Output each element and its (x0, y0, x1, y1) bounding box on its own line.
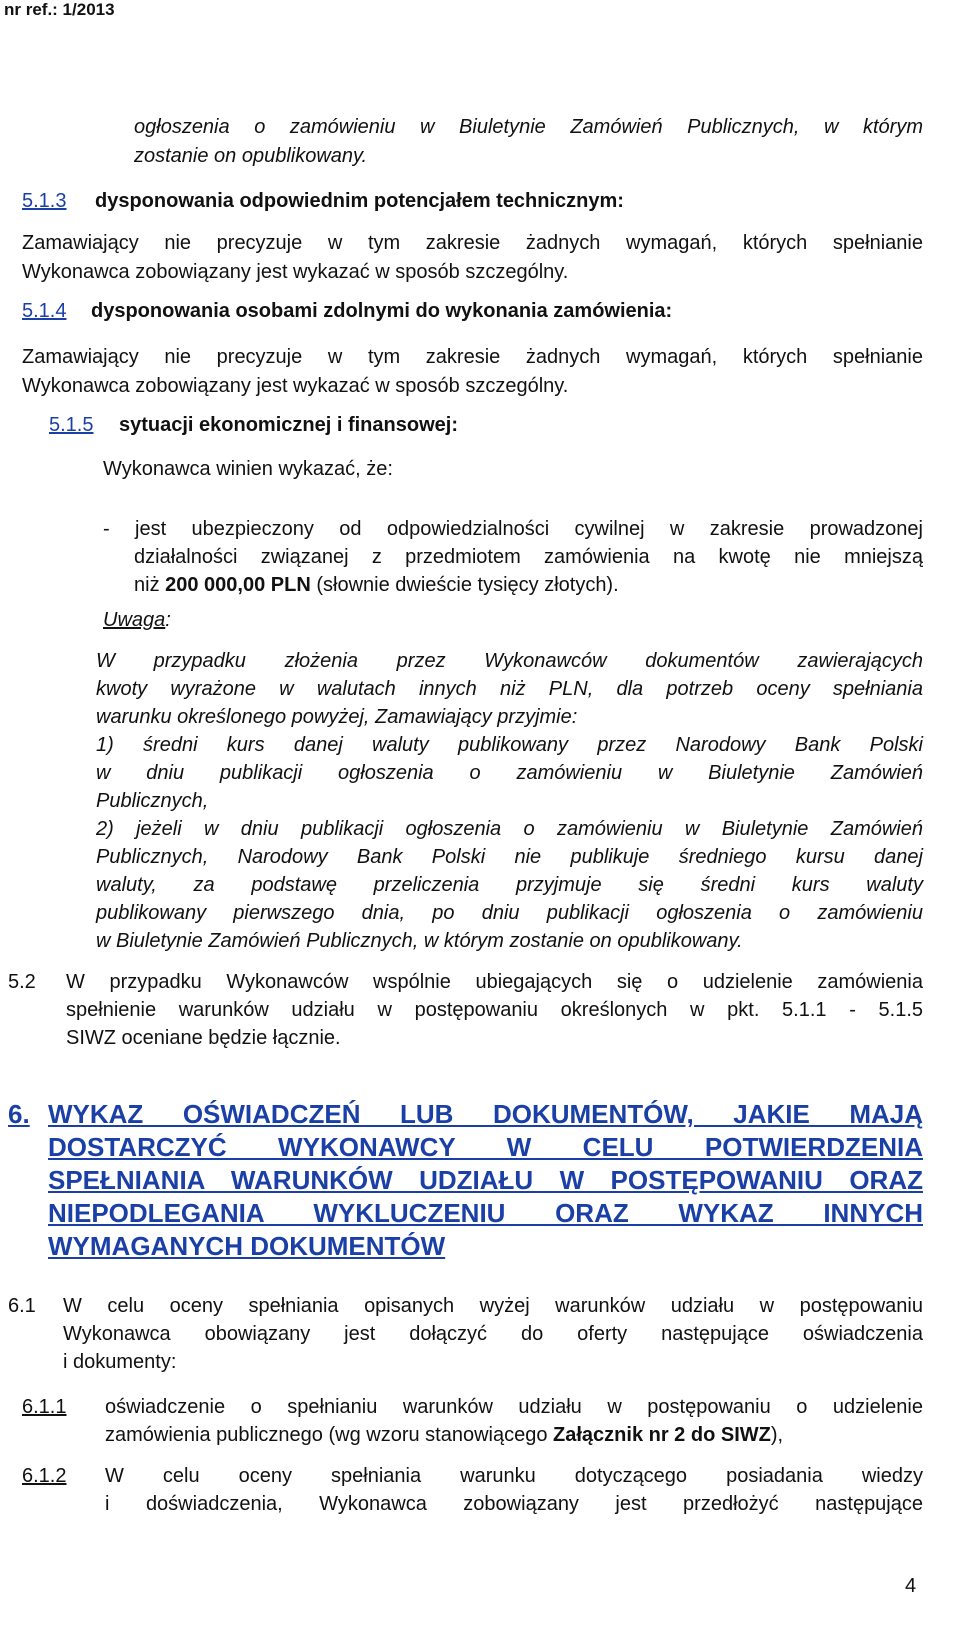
section-5-1-5-lead: Wykonawca winien wykazać, że: (103, 458, 393, 480)
section-5-1-4-number: 5.1.4 (22, 300, 67, 322)
section-5-1-4-body-1: Zamawiający nie precyzuje w tym zakresie żadnych wymagań, których spełnianie (22, 346, 923, 368)
section-5-1-3-number: 5.1.3 (22, 190, 67, 212)
bullet-line-1: - jest ubezpieczony od odpowiedzialności cywilnej w zakresie prowadzonej (103, 518, 923, 540)
note-line-6: Publicznych, (96, 790, 209, 812)
section-6-1-line-1: W celu oceny spełniania opisanych wyżej warunków udziału w postępowaniu (63, 1295, 923, 1317)
document-reference: nr ref.: 1/2013 (4, 0, 115, 19)
section-6-1-2-line-1: W celu oceny spełniania warunku dotyczącego posiadania wiedzy (105, 1465, 923, 1487)
section-6-1-1-line-2: zamówienia publicznego (wg wzoru stanowiącego Załącznik nr 2 do SIWZ), (105, 1424, 784, 1446)
note-line-10: publikowany pierwszego dnia, po dniu publikacji ogłoszenia o zamówieniu (96, 902, 923, 924)
section-6-1-number: 6.1 (8, 1295, 36, 1317)
note-line-9: waluty, za podstawę przeliczenia przyjmuje się średni kurs waluty (96, 874, 923, 896)
section-5-1-5-number: 5.1.5 (49, 414, 94, 436)
section-5-1-4-body-2: Wykonawca zobowiązany jest wykazać w sposób szczególny. (22, 375, 569, 397)
section-6-number: 6. (8, 1099, 30, 1129)
note-line-3: warunku określonego powyżej, Zamawiający przyjmie: (96, 706, 578, 728)
note-line-8: Publicznych, Narodowy Bank Polski nie publikuje średniego kursu danej (96, 846, 923, 868)
note-label: Uwaga: (103, 609, 171, 631)
section-5-2-line-1: W przypadku Wykonawców wspólnie ubiegających się o udzielenie zamówienia (66, 971, 923, 993)
section-6-heading-line-5: WYMAGANYCH DOKUMENTÓW (48, 1231, 446, 1261)
section-5-2-line-2: spełnienie warunków udziału w postępowaniu określonych w pkt. 5.1.1 - 5.1.5 (66, 999, 923, 1021)
section-6-1-1-number: 6.1.1 (22, 1396, 67, 1418)
section-6-1-line-2: Wykonawca obowiązany jest dołączyć do oferty następujące oświadczenia (63, 1323, 923, 1345)
note-line-11: w Biuletynie Zamówień Publicznych, w którym zostanie on opublikowany. (96, 930, 743, 952)
note-line-7: 2) jeżeli w dniu publikacji ogłoszenia o zamówieniu w Biuletynie Zamówień (96, 818, 923, 840)
section-6-1-1-line-1: oświadczenie o spełnianiu warunków udziału w postępowaniu o udzielenie (105, 1396, 923, 1418)
page-number: 4 (905, 1575, 917, 1597)
intro-line-2: zostanie on opublikowany. (134, 145, 368, 167)
section-5-1-3-body-1: Zamawiający nie precyzuje w tym zakresie żadnych wymagań, których spełnianie (22, 232, 923, 254)
intro-line-1: ogłoszenia o zamówieniu w Biuletynie Zamówień Publicznych, w którym (134, 116, 923, 138)
section-5-2-line-3: SIWZ oceniane będzie łącznie. (66, 1027, 341, 1049)
section-6-heading-line-4: NIEPODLEGANIA WYKLUCZENIU ORAZ WYKAZ INNYCH (48, 1198, 923, 1228)
section-6-heading (48, 1098, 923, 1263)
section-5-1-3-body-2: Wykonawca zobowiązany jest wykazać w sposób szczególny. (22, 261, 569, 283)
note-line-1: W przypadku złożenia przez Wykonawców dokumentów zawierających (96, 650, 923, 672)
section-6-heading-line-1: WYKAZ OŚWIADCZEŃ LUB DOKUMENTÓW, JAKIE MAJĄ (48, 1099, 923, 1129)
bullet-line-2: działalności związanej z przedmiotem zamówienia na kwotę nie mniejszą (134, 546, 923, 568)
section-6-1-2-number: 6.1.2 (22, 1465, 67, 1487)
section-6-heading-line-3: SPEŁNIANIA WARUNKÓW UDZIAŁU W POSTĘPOWANIU ORAZ (48, 1165, 923, 1195)
section-5-1-4-title: dysponowania osobami zdolnymi do wykonania zamówienia: (91, 300, 673, 322)
note-line-4: 1) średni kurs danej waluty publikowany przez Narodowy Bank Polski (96, 734, 923, 756)
section-6-1-line-3: i dokumenty: (63, 1351, 177, 1373)
section-6-1-2-line-2: i doświadczenia, Wykonawca zobowiązany jest przedłożyć następujące (105, 1493, 923, 1515)
note-line-2: kwoty wyrażone w walutach innych niż PLN, dla potrzeb oceny spełniania (96, 678, 923, 700)
section-5-1-5-title: sytuacji ekonomicznej i finansowej: (119, 414, 458, 436)
section-6-heading-line-2: DOSTARCZYĆ WYKONAWCY W CELU POTWIERDZENIA (48, 1132, 923, 1162)
section-5-2-number: 5.2 (8, 971, 36, 993)
note-line-5: w dniu publikacji ogłoszenia o zamówieniu w Biuletynie Zamówień (96, 762, 923, 784)
bullet-line-3: niż 200 000,00 PLN (słownie dwieście tysięcy złotych). (134, 574, 619, 596)
section-5-1-3-title: dysponowania odpowiednim potencjałem technicznym: (95, 190, 624, 212)
